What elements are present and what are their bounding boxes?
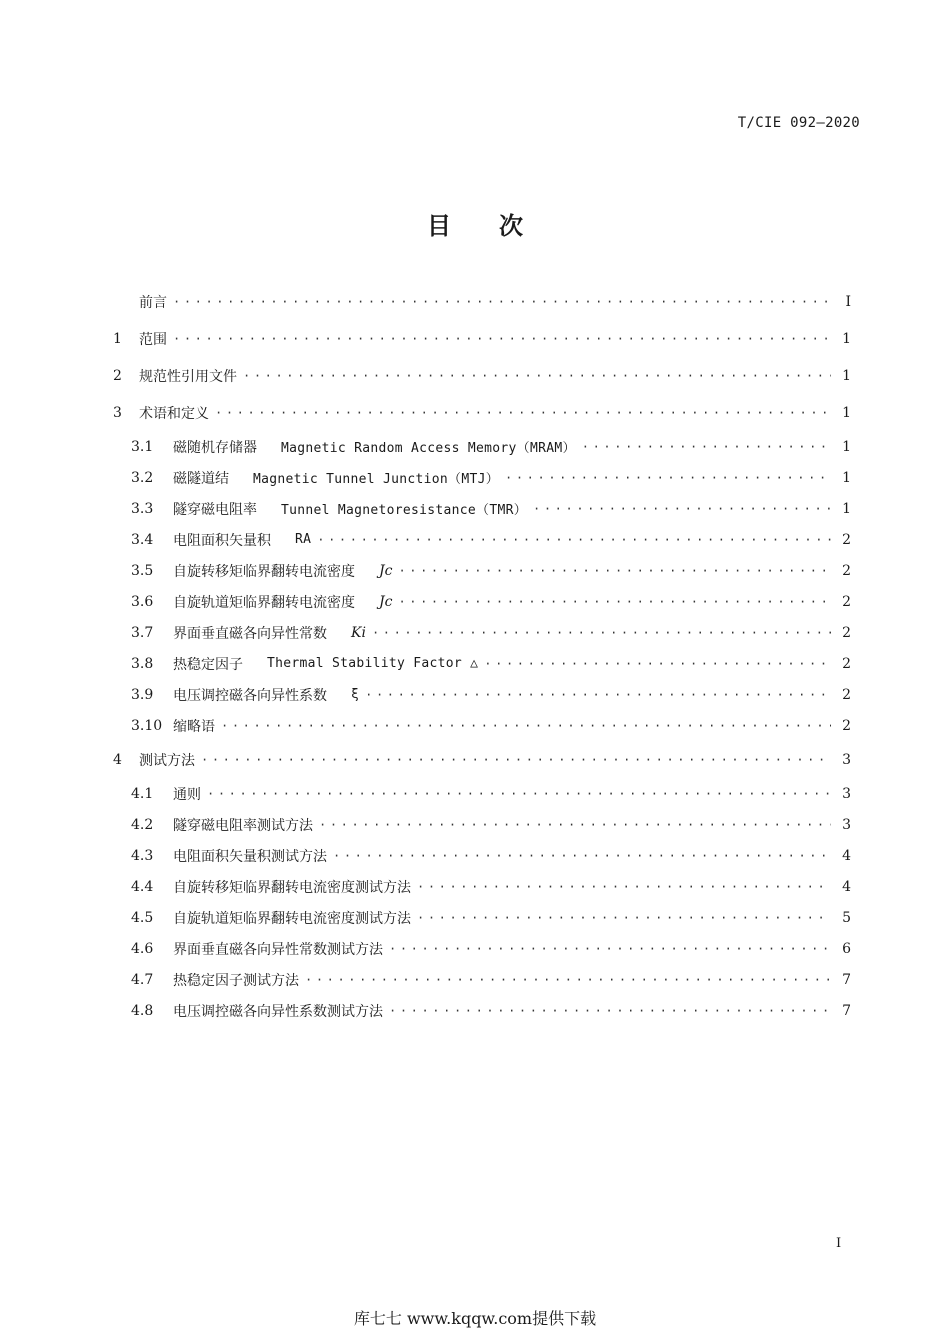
toc-entry[interactable] [113,995,851,1026]
toc-entry-title: 自旋转移矩临界翻转电流密度 [173,563,355,580]
title-char-2: 次 [499,212,523,240]
toc-dot-leader [484,658,831,670]
toc-entry-number: 4.3 [131,847,154,864]
toc-entry-title: 前言 [139,294,167,311]
toc-entry-page: 4 [842,847,851,864]
toc-entry-page: 2 [842,655,851,672]
title-char-1: 目 [427,212,451,240]
toc-dot-leader [533,503,831,515]
toc-entry[interactable] [113,710,851,741]
toc-entry[interactable] [113,586,851,617]
toc-dot-leader [319,819,831,831]
toc-entry-title: 范围 [139,331,167,348]
toc-dot-leader [305,974,831,986]
toc-entry-number: 3.2 [131,469,154,486]
toc-entry-number: 4.1 [131,785,154,802]
toc-entry-english-term: Magnetic Tunnel Junction（MTJ） [253,472,500,487]
standard-code: T/CIE 092—2020 [737,115,860,131]
toc-entry-number: 3.5 [131,562,154,579]
toc-entry[interactable] [113,320,851,357]
toc-entry-page: 1 [842,500,851,517]
page-number: I [836,1236,842,1251]
toc-entry[interactable] [113,933,851,964]
toc-entry-page: 4 [842,878,851,895]
toc-entry-english-term: Thermal Stability Factor △ [267,656,479,671]
toc-entry-number: 3.10 [131,717,163,734]
toc-entry-page: 7 [842,1002,851,1019]
toc-entry-page: 1 [842,469,851,486]
toc-dot-leader [417,912,831,924]
toc-entry-number: 3.9 [131,686,154,703]
toc-entry-number: 3.7 [131,624,154,641]
toc-entry-title: 热稳定因子 [173,656,243,673]
toc-entry-number: 3.1 [131,438,154,455]
toc-entry-english-term: RA [295,532,312,547]
toc-entry-title: 自旋轨道矩临界翻转电流密度测试方法 [173,910,411,927]
toc-entry-page: 3 [842,785,851,802]
toc-entry-page: I [845,293,851,310]
toc-entry-title: 测试方法 [139,752,195,769]
toc-dot-leader [243,370,831,382]
toc-dot-leader [389,943,831,955]
toc-entry-page: 3 [842,751,851,768]
toc-entry-number: 3.4 [131,531,154,548]
toc-entry-page: 1 [842,367,851,384]
toc-dot-leader [365,689,831,701]
toc-entry[interactable] [113,357,851,394]
toc-entry-title: 电压调控磁各向异性系数 [173,687,327,704]
toc-entry-number: 3 [113,404,122,421]
toc-entry-title: 通则 [173,786,201,803]
toc-entry-number: 4.4 [131,878,154,895]
toc-entry-page: 2 [842,686,851,703]
toc-dot-leader [317,534,831,546]
toc-entry[interactable] [113,617,851,648]
toc-entry-number: 4.2 [131,816,154,833]
toc-entry[interactable] [113,283,851,320]
toc-entry[interactable] [113,840,851,871]
toc-entry[interactable] [113,394,851,431]
page-title [0,206,950,241]
toc-entry-symbol: Ki [351,624,366,641]
toc-entry-page: 1 [842,404,851,421]
toc-entry-number: 4.5 [131,909,154,926]
toc-entry-title: 隧穿磁电阻率测试方法 [173,817,313,834]
toc-entry-number: 4.6 [131,940,154,957]
toc-entry-title: 规范性引用文件 [139,368,237,385]
table-of-contents [113,283,851,1026]
toc-dot-leader [417,881,831,893]
toc-dot-leader [173,296,831,308]
toc-entry-english-term: Magnetic Random Access Memory（MRAM） [281,441,576,456]
toc-dot-leader [207,788,831,800]
toc-entry-title: 电阻面积矢量积 [173,532,271,549]
toc-dot-leader [333,850,831,862]
toc-entry-page: 5 [842,909,851,926]
toc-entry-number: 4 [113,751,122,768]
toc-entry[interactable] [113,679,851,710]
toc-entry-number: 3.8 [131,655,154,672]
footer-download-note: 库七七 www.kqqw.com提供下载 [353,1309,597,1328]
toc-entry[interactable] [113,431,851,462]
toc-entry-number: 3.6 [131,593,154,610]
toc-entry-page: 2 [842,624,851,641]
toc-entry-page: 3 [842,816,851,833]
toc-entry[interactable] [113,871,851,902]
toc-entry-number: 4.8 [131,1002,154,1019]
toc-entry-title: 界面垂直磁各向异性常数测试方法 [173,941,383,958]
toc-entry-number: 2 [113,367,122,384]
toc-entry-title: 热稳定因子测试方法 [173,972,299,989]
toc-entry-page: 2 [842,562,851,579]
toc-entry-title: 磁随机存储器 [173,439,257,456]
toc-entry-page: 2 [842,531,851,548]
toc-entry-title: 自旋轨道矩临界翻转电流密度 [173,594,355,611]
toc-entry-title: 电阻面积矢量积测试方法 [173,848,327,865]
toc-entry[interactable] [113,741,851,778]
toc-dot-leader [215,407,831,419]
toc-entry-symbol: Jc [379,562,393,579]
toc-entry-page: 7 [842,971,851,988]
toc-dot-leader [505,472,831,484]
toc-entry[interactable] [113,493,851,524]
toc-entry-number: 4.7 [131,971,154,988]
toc-entry[interactable] [113,648,851,679]
toc-entry[interactable] [113,555,851,586]
toc-dot-leader [201,754,831,766]
toc-dot-leader [582,441,831,453]
toc-entry-page: 6 [842,940,851,957]
toc-entry[interactable] [113,809,851,840]
toc-entry[interactable] [113,524,851,555]
toc-entry-title: 电压调控磁各向异性系数测试方法 [173,1003,383,1020]
toc-dot-leader [389,1005,831,1017]
toc-entry-english-term: ξ [351,687,360,702]
toc-entry[interactable] [113,462,851,493]
toc-entry-page: 2 [842,593,851,610]
toc-entry-title: 术语和定义 [139,405,209,422]
toc-entry-page: 1 [842,438,851,455]
toc-entry-page: 1 [842,330,851,347]
toc-entry-title: 缩略语 [173,718,215,735]
toc-entry-number: 3.3 [131,500,154,517]
toc-entry-number: 1 [113,330,122,347]
toc-entry-english-term: Tunnel Magnetoresistance（TMR） [281,503,528,518]
toc-entry-symbol: Jc [379,593,393,610]
toc-entry-title: 自旋转移矩临界翻转电流密度测试方法 [173,879,411,896]
toc-dot-leader [398,565,831,577]
toc-entry[interactable] [113,778,851,809]
toc-entry-page: 2 [842,717,851,734]
toc-entry-title: 磁隧道结 [173,470,229,487]
toc-dot-leader [221,720,831,732]
toc-dot-leader [173,333,831,345]
toc-entry-title: 隧穿磁电阻率 [173,501,257,518]
toc-entry[interactable] [113,902,851,933]
toc-dot-leader [372,627,831,639]
toc-entry-title: 界面垂直磁各向异性常数 [173,625,327,642]
toc-dot-leader [398,596,831,608]
toc-entry[interactable] [113,964,851,995]
